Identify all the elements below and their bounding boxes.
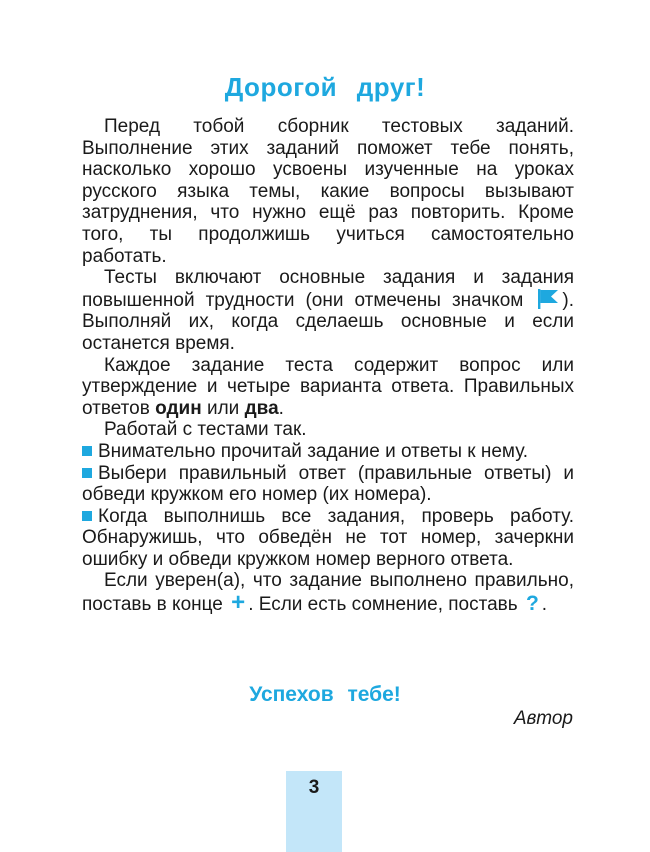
- paragraph-answers-middle: или: [206, 397, 240, 419]
- paragraph-work: Работай с тестами так.: [104, 419, 307, 441]
- paragraph-answers: [82, 355, 574, 420]
- bullet-text: Внимательно прочитай задание и ответы к нему.: [98, 440, 529, 462]
- page-number-tab: [286, 771, 342, 852]
- paragraph-intro: Перед тобой сборник тестовых заданий. Выполнение этих заданий поможет тебе понять, насколько хорошо усвоены изученные на уроках русского языка темы, какие вопросы вызывают затруднения, что нужно ещё раз повторить. Кроме того, ты продолжишь учиться самостоятельно работать.: [82, 116, 574, 267]
- bold-one: один: [155, 397, 202, 419]
- paragraph-tests: [82, 267, 574, 354]
- bullet-text: Выбери правильный ответ (правильные ответы) и обведи кружком его номер (их номера).: [82, 462, 574, 506]
- bullet-item-choose: [82, 463, 574, 506]
- paragraph-mark: [82, 570, 574, 615]
- question-mark-icon: ?: [525, 592, 539, 616]
- square-bullet-icon: [82, 511, 92, 521]
- paragraph-tests-after: ). Выполняй их, когда сделаешь основные и если останется время.: [82, 289, 574, 354]
- paragraph-mark-after: .: [541, 594, 548, 616]
- intro-text: [82, 116, 574, 616]
- square-bullet-icon: [82, 446, 92, 456]
- page-number: 3: [308, 777, 320, 798]
- paragraph-answers-before: Каждое задание теста содержит вопрос или утверждение и четыре варианта ответа. Правильных ответов: [82, 354, 574, 419]
- page-title: Дорогой друг!: [224, 72, 426, 102]
- plus-icon: +: [231, 589, 246, 617]
- paragraph-tests-before: Тесты включают основные задания и задания повышенной трудности (они отмечены значком: [82, 267, 574, 311]
- paragraph-mark-middle: . Если есть сомнение, поставь: [248, 594, 518, 616]
- square-bullet-icon: [82, 468, 92, 478]
- paragraph-mark-before: Если уверен(а), что задание выполнено правильно, поставь в конце: [82, 570, 574, 616]
- bullet-item-check: [82, 506, 574, 571]
- flag-icon: [537, 289, 559, 309]
- paragraph-answers-after: .: [278, 397, 284, 419]
- bullet-text: Когда выполнишь все задания, проверь работу. Обнаружишь, что обведён не тот номер, зачеркни ошибку и обведи кружком номер верного ответа.: [82, 505, 574, 570]
- author-signature: Автор: [513, 708, 573, 729]
- bullet-item-read: [82, 441, 574, 463]
- closing-wish: Успехов тебе!: [249, 683, 401, 706]
- bold-two: два: [244, 397, 279, 419]
